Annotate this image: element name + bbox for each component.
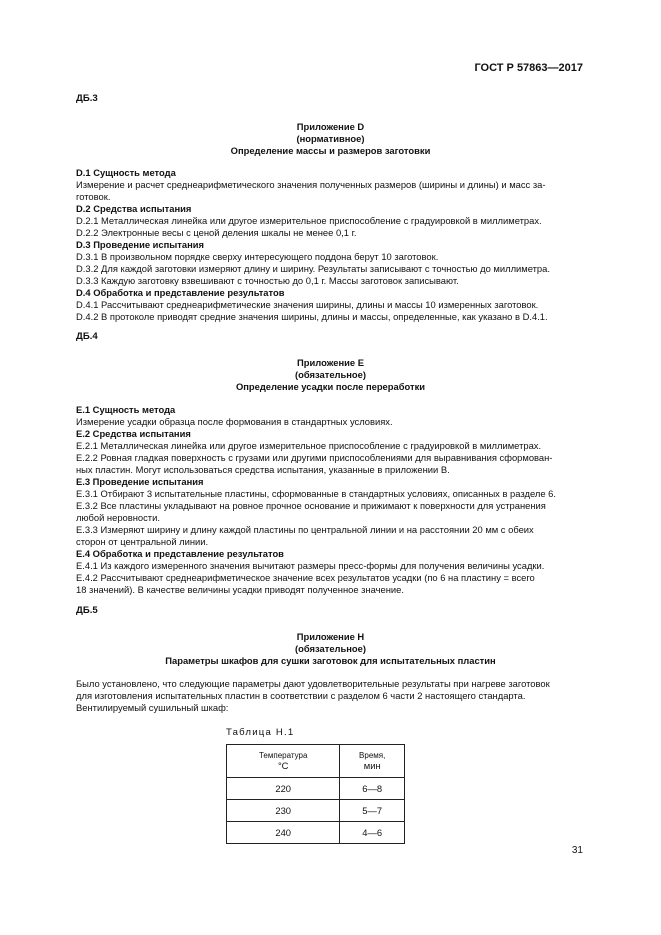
annex-d-line: D.1 Сущность метода (76, 167, 176, 178)
section-label-db4: ДБ.4 (76, 331, 98, 342)
annex-d-subtitle: Определение массы и размеров заготовки (230, 145, 431, 156)
annex-d-line: Измерение и расчет среднеарифметического значения полученных размеров (ширины и длины) и масс за- (76, 179, 546, 190)
time-cell: 5—7 (340, 800, 405, 822)
annex-h-heading (76, 631, 585, 667)
annex-h-line: для изготовления испытательных пластин в соответствии с разделом 6 части 2 настоящего стандарта. (76, 690, 526, 701)
table-row (227, 822, 405, 844)
time-cell: 6—8 (340, 778, 405, 800)
annex-d-line: D.3.3 Каждую заготовку взвешивают с точностью до 0,1 г. Массы заготовок записывают. (76, 275, 459, 286)
annex-d-line: D.3 Проведение испытания (76, 239, 204, 250)
annex-e-line: E.3.2 Все пластины укладывают на ровное прочное основание и прижимают к поверхности для устранения (76, 500, 546, 511)
table-row (227, 800, 405, 822)
table-header-row (227, 745, 405, 778)
annex-h-line: Было установлено, что следующие параметры дают удовлетворительные результаты при нагреве заготовок (76, 678, 550, 689)
annex-e-line: Измерение усадки образца после формования в стандартных условиях. (76, 416, 393, 427)
annex-e-line: E.2 Средства испытания (76, 428, 191, 439)
annex-h-status: (обязательное) (295, 643, 366, 654)
time-header-label: Время, (359, 750, 386, 760)
annex-h-title: Приложение H (296, 631, 365, 642)
annex-d-status: (нормативное) (296, 133, 365, 144)
temperature-header-unit: °C (277, 759, 289, 771)
time-cell: 4—6 (340, 822, 405, 844)
annex-d-line: готовок. (76, 191, 111, 202)
annex-e-line: E.3.3 Измеряют ширину и длину каждой пластины по центральной линии и на расстоянии 20 мм с обеих (76, 524, 534, 535)
annex-e-line: E.4 Обработка и представление результатов (76, 548, 284, 559)
annex-e-line: E.4.2 Рассчитывают среднеарифметическое значение всех результатов усадки (по 6 на пластину = всего (76, 572, 535, 583)
section-label-db3: ДБ.3 (76, 93, 98, 104)
annex-e-title: Приложение E (297, 357, 364, 368)
time-header-unit: мин (363, 759, 381, 771)
page-number: 31 (571, 845, 583, 856)
annex-e-line: E.2.1 Металлическая линейка или другое измерительное приспособление с градуировкой в миллиметрах. (76, 440, 542, 451)
document-code: ГОСТ Р 57863—2017 (474, 62, 583, 74)
temperature-header-label: Температура (258, 750, 308, 760)
table-row (227, 778, 405, 800)
section-label-db5: ДБ.5 (76, 605, 98, 616)
annex-e-line: любой неровности. (76, 512, 160, 523)
table-caption: Таблица H.1 (226, 727, 295, 738)
annex-h-body (76, 678, 585, 714)
annex-h-line: Вентилируемый сушильный шкаф: (76, 702, 229, 713)
annex-d-line: D.3.2 Для каждой заготовки измеряют длину и ширину. Результаты записывают с точностью до миллиметра. (76, 263, 550, 274)
annex-e-status: (обязательное) (295, 369, 366, 380)
annex-d-line: D.3.1 В произвольном порядке сверху интересующего поддона берут 10 заготовок. (76, 251, 439, 262)
annex-e-line: ных пластин. Могут использоваться средства испытания, указанные в приложении B. (76, 464, 450, 475)
annex-e-line: 18 значений). В качестве величины усадки приводят полученное значение. (76, 584, 404, 595)
annex-d-line: D.2.2 Электронные весы с ценой деления шкалы не менее 0,1 г. (76, 227, 357, 238)
annex-e-subtitle: Определение усадки после переработки (235, 381, 426, 392)
temperature-header (227, 745, 340, 778)
temperature-cell: 230 (227, 800, 340, 822)
annex-d-title: Приложение D (296, 121, 365, 132)
annex-e-heading (76, 357, 585, 393)
annex-d-line: D.4.1 Рассчитывают среднеарифметические значения ширины, длины и массы 10 измеренных заготовок. (76, 299, 539, 310)
annex-e-line: E.1 Сущность метода (76, 404, 176, 415)
annex-e-line: E.4.1 Из каждого измеренного значения вычитают размеры пресс-формы для получения величины усадки. (76, 560, 545, 571)
annex-d-line: D.2 Средства испытания (76, 203, 192, 214)
annex-d-line: D.4.2 В протоколе приводят средние значения ширины, длины и массы, определенные, как указано в D.4.1. (76, 311, 548, 322)
annex-e-line: E.3 Проведение испытания (76, 476, 204, 487)
annex-e-line: E.2.2 Ровная гладкая поверхность с грузами или другими приспособлениями для выравнивания сформован- (76, 452, 553, 463)
annex-e-line: E.3.1 Отбирают 3 испытательные пластины, сформованные в стандартных условиях, описанных в разделе 6. (76, 488, 556, 499)
annex-h-subtitle: Параметры шкафов для сушки заготовок для испытательных пластин (165, 655, 496, 666)
annex-e-line: сторон от центральной линии. (76, 536, 209, 547)
annex-d-line: D.2.1 Металлическая линейка или другое измерительное приспособление с градуировкой в миллиметрах. (76, 215, 542, 226)
annex-d-heading (76, 121, 585, 157)
annex-e-body (76, 404, 585, 596)
drying-parameters-table (226, 744, 405, 844)
temperature-cell: 240 (227, 822, 340, 844)
annex-d-line: D.4 Обработка и представление результатов (76, 287, 285, 298)
time-header (340, 745, 405, 778)
temperature-cell: 220 (227, 778, 340, 800)
annex-d-body (76, 167, 585, 323)
